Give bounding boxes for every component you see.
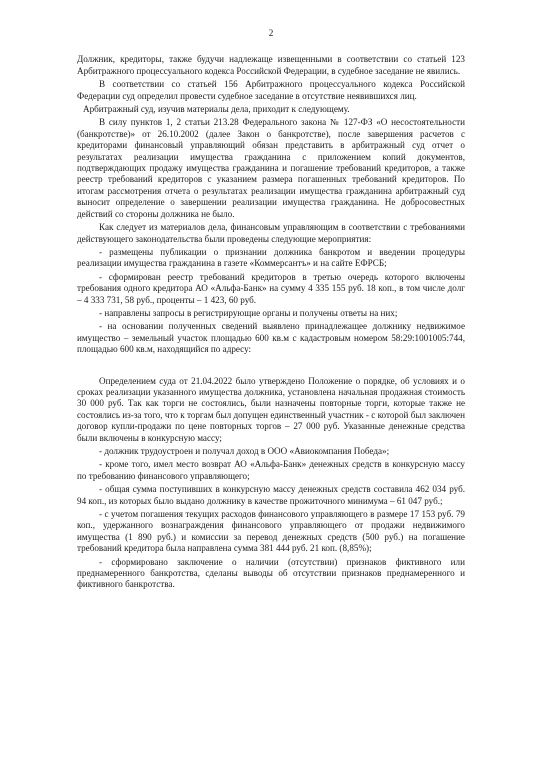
document-page <box>77 28 465 593</box>
list-item-property: - на основании полученных сведений выявлено принадлежащее должнику недвижимое имущество – земельный участок площадью 600 кв.м с кадастровым номером 58:29:1001005:744, площадью 600 кв.м, находящийся по адресу: <box>77 321 465 355</box>
list-item-publications: - размещены публикации о признании должника банкротом и введении процедуры реализации имущества гражданина в газете «Коммерсантъ» и на сайте ЕФРСБ; <box>77 246 465 269</box>
paragraph-4: В силу пунктов 1, 2 статьи 213.28 Федерального закона № 127-ФЗ «О несостоятельности (банкротстве)» от 26.10.2002 (далее Закон о банкротстве), после завершения расчетов с кредиторами финансовый управляющий обязан представить в арбитражный суд отчет о результатах реализации имущества гражданина с приложением копий документов, подтверждающих продажу имущества гражданина и погашение требований кредиторов, а также реестр требований кредиторов с указанием размера погашенных требований кредиторов. По итогам рассмотрения отчета о результатах реализации имущества гражданина арбитражный суд выносит определение о завершении реализации имущества гражданина. Не добросовестных действий со стороны должника не было. <box>77 117 465 219</box>
page-number: 2 <box>268 28 274 38</box>
list-item-expenses: - с учетом погашения текущих расходов финансового управляющего в размере 17 153 руб. 79 коп., удержанного вознаграждения финансового управляющего от продажи недвижимого имущества (1 890 руб.) и комиссии за перевод денежных средств (500 руб.) на погашение требований кредитора была направлена сумма 381 444 руб. 21 коп. (8,85%); <box>77 509 465 554</box>
paragraph-2: В соответствии со статьей 156 Арбитражного процессуального кодекса Российской Федерации суд определил провести судебное заседание в отсутствие неявившихся лиц. <box>77 79 465 101</box>
paragraph-1: Должник, кредиторы, также будучи надлежаще извещенными в соответствии со статьей 123 Арбитражного процессуального кодекса Российской Федерации, в судебное заседание не явились. <box>77 54 465 76</box>
list-item-total-funds: - общая сумма поступивших в конкурсную массу денежных средств составила 462 034 руб. 94 коп., из которых было выдано должнику в качестве прожиточного минимума – 61 047 руб.; <box>77 484 465 506</box>
list-item-requests: - направлены запросы в регистрирующие органы и получены ответы на них; <box>99 307 398 318</box>
list-item-conclusion: - сформировано заключение о наличии (отсутствии) признаков фиктивного или преднамеренного банкротства, сделаны выводы об отсутствии признаков преднамеренного и фиктивного банкротства. <box>77 556 465 590</box>
list-item-creditor-register: - сформирован реестр требований кредиторов в третью очередь которого включены требования одного кредитора АО «Альфа-Банк» на сумму 4 335 155 руб. 18 коп., в том числе долг – 4 333 731, 58 руб., проценты – 1 423, 60 руб. <box>77 271 465 305</box>
paragraph-court-ruling: Определением суда от 21.04.2022 было утверждено Положение о порядке, об условиях и о сроках реализации указанного имущества должника, установлена начальная продажная стоимость 30 000 руб. Так как торги не состоялись, были назначены повторные торги, которые также не состоялись из-за того, что к торгам был допущен единственный участник - с которой был заключен договор купли-продажи по цене повторных торгов – 27 000 руб. Указанные денежные средства были включены в конкурсную массу; <box>77 375 465 443</box>
paragraph-3: Арбитражный суд, изучив материалы дела, приходит к следующему. <box>83 104 350 115</box>
paragraph-5: Как следует из материалов дела, финансовым управляющим в соответствии с требованиями действующего законодательства были проведены следующие мероприятия: <box>77 222 465 244</box>
list-item-employment: - должник трудоустроен и получал доход в ООО «Авиокомпания Победа»; <box>99 446 390 456</box>
list-item-bank-refund: - кроме того, имел место возврат АО «Альфа-Банк» денежных средств в конкурсную массу по требованию финансового управляющего; <box>77 459 465 481</box>
